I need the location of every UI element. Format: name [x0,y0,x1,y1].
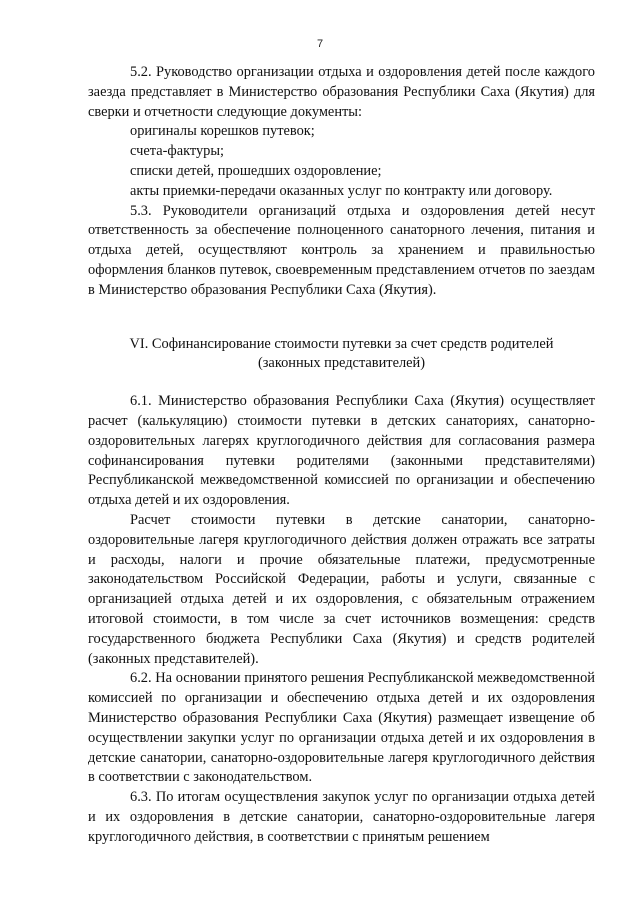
section-heading-line-1: VI. Софинансирование стоимости путевки за счет средств родителей [129,335,554,352]
paragraph-5-3: 5.3. Руководители организаций отдыха и оздоровления детей несут ответственность за обеспечение полноценного санаторного лечения, питания и отдыха детей, осуществляют контроль за хранением и правильностью оформления бланков путевок, своевременным представлением отчетов по заездам в Министерство образования Республики Саха (Якутия). [88,202,595,298]
list-item: оригиналы корешков путевок; [130,123,315,140]
paragraph-5-2: 5.2. Руководство организации отдыха и оздоровления детей после каждого заезда представляет в Министерство образования Республики Саха (Якутия) для сверки и отчетности следующие документы: [88,64,595,120]
list-item: счета-фактуры; [130,143,225,160]
spacer [88,374,595,392]
paragraph-6-1: 6.1. Министерство образования Республики Саха (Якутия) осуществляет расчет (калькуляцию) стоимости путевки в детских санаториях, санаторно-оздоровительных лагерях круглогодичного действия для согласования размера софинансирования путевки родителями (законными представителями) Республиканской межведомственной комиссией по организации и обеспечению отдыха детей и их оздоровления. [88,393,595,509]
paragraph-6-1-calculation: Расчет стоимости путевки в детские санатории, санаторно-оздоровительные лагеря круглогодичного действия должен отражать все затраты и расходы, налоги и прочие обязательные платежи, предусмотренные законодательством Российской Федерации, работы и услуги, связанные с организацией отдыха детей и их оздоровления, с обязательным отражением итоговой стоимости, в том числе за счет источников возмещения: средств государственного бюджета Республики Саха (Якутия) и средств родителей (законных представителей). [88,511,595,667]
spacer [88,301,595,335]
list-item: акты приемки-передачи оказанных услуг по контракту или договору. [130,182,553,199]
paragraph-6-2: 6.2. На основании принятого решения Республиканской межведомственной комиссией по организации и обеспечению отдыха детей и их оздоровления Министерство образования Республики Саха (Якутия) размещает извещение об осуществлении закупки услуг по организации отдыха детей и их оздоровления в детские санатории, санаторно-оздоровительные лагеря круглогодичного действия в соответствии с законодательством. [88,670,595,786]
list-item: списки детей, прошедших оздоровление; [130,162,382,179]
section-heading-line-2: (законных представителей) [257,355,426,372]
paragraph-6-3: 6.3. По итогам осуществления закупок услуг по организации отдыха детей и их оздоровления в детские санатории, санаторно-оздоровительные лагеря круглогодичного действия, в соответствии с принятым решением [88,789,595,845]
page-number: 7 [316,38,324,50]
document-body [88,63,595,847]
